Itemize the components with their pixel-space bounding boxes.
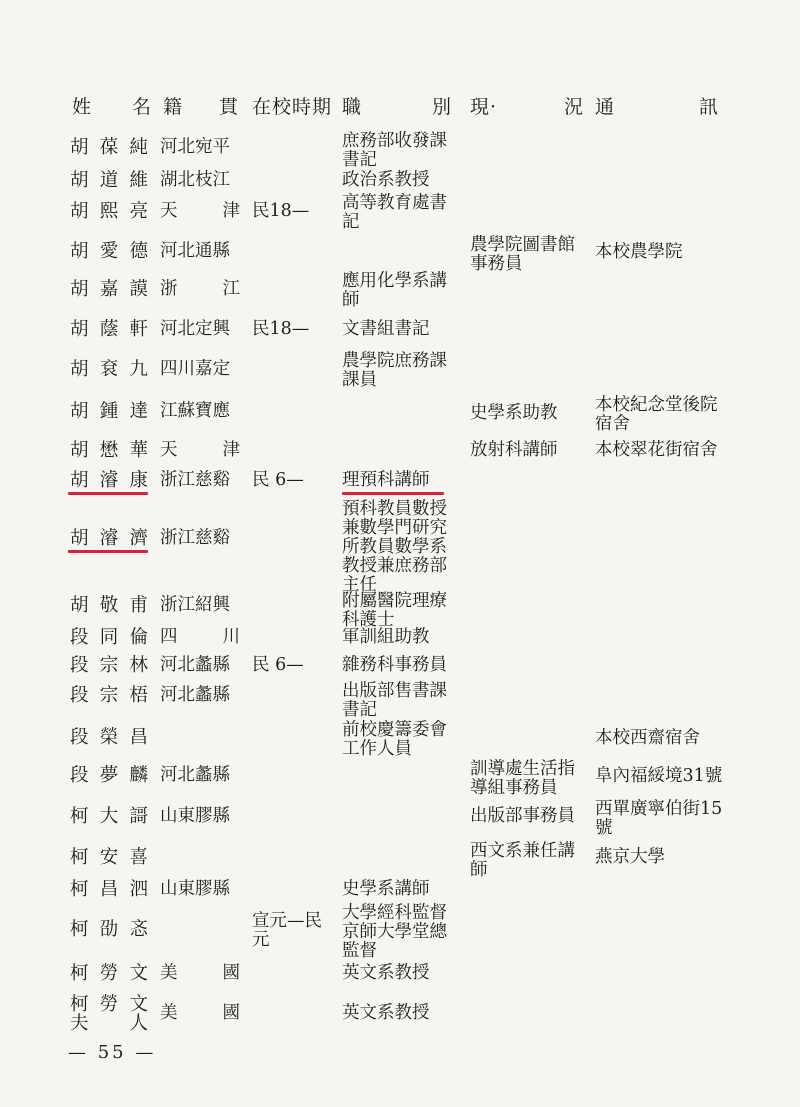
highlight-underline [342, 492, 444, 495]
header-native-2: 貫 [218, 95, 239, 118]
current-status: 出版部事務員 [470, 806, 575, 826]
header-name [72, 88, 152, 122]
native-place: 山東膠縣 [160, 879, 230, 899]
job-title: 應用化學系講 師 [342, 271, 447, 310]
header-status [470, 88, 584, 122]
native-place: 山東膠縣 [160, 806, 230, 826]
job-title: 農學院庶務課 課員 [342, 351, 447, 390]
person-name: 胡葆純 [70, 137, 150, 158]
job-title: 雜務科事務員 [342, 655, 447, 675]
contact-address: 本校翠花街宿舍 [595, 440, 718, 460]
native-place: 浙 江 [160, 279, 240, 299]
native-place: 河北定興 [160, 319, 230, 339]
job-title: 理預科講師 [342, 470, 430, 490]
native-place: 河北蠡縣 [160, 765, 230, 785]
person-name: 胡鍾達 [70, 401, 150, 422]
job-title: 英文系教授 [342, 963, 430, 983]
native-place: 浙江慈谿 [160, 470, 230, 490]
person-name: 段宗梧 [70, 685, 150, 706]
native-place: 河北宛平 [160, 137, 230, 157]
header-name-2: 名 [131, 95, 152, 118]
native-place: 美 國 [160, 963, 240, 983]
person-name: 胡嘉謨 [70, 279, 150, 300]
header-title-2: 別 [431, 95, 452, 118]
person-name: 柯勞文 夫 人 [70, 994, 150, 1034]
job-title: 庶務部收發課 書記 [342, 131, 447, 170]
native-place: 浙江紹興 [160, 595, 230, 615]
native-place: 河北通縣 [160, 241, 230, 261]
person-name: 胡熙亮 [70, 201, 150, 222]
contact-address: 本校農學院 [595, 242, 683, 262]
job-title: 史學系講師 [342, 879, 430, 899]
current-status: 訓導處生活指 導組事務員 [470, 759, 575, 798]
native-place: 河北蠡縣 [160, 655, 230, 675]
job-title: 文書組書記 [342, 319, 430, 339]
header-native [163, 88, 239, 122]
header-native-1: 籍 [163, 95, 184, 118]
person-name: 胡道維 [70, 170, 150, 191]
person-name: 胡蔭軒 [70, 319, 150, 340]
school-period: 民18— [252, 201, 310, 221]
person-name: 胡懋華 [70, 440, 150, 461]
contact-address: 本校西齋宿舍 [595, 728, 700, 748]
header-contact-1: 通 [595, 95, 616, 118]
header-name-1: 姓 [72, 95, 93, 118]
person-name: 段夢麟 [70, 765, 150, 786]
contact-address: 西單廣寧伯街15 號 [595, 799, 723, 838]
current-status: 農學院圖書館 事務員 [470, 235, 575, 274]
person-name: 胡袞九 [70, 359, 150, 380]
job-title: 預科教員數授 兼數學門研究 所教員數學系 教授兼庶務部 主任 [342, 499, 447, 595]
header-title-1: 職 [342, 95, 363, 118]
header-title [342, 88, 452, 122]
native-place: 美 國 [160, 1003, 240, 1023]
highlight-underline [68, 492, 148, 495]
job-title: 英文系教授 [342, 1003, 430, 1023]
job-title: 前校慶籌委會 工作人員 [342, 720, 447, 759]
person-name: 胡敬甫 [70, 595, 150, 616]
school-period: 民 6— [252, 470, 304, 490]
person-name: 胡濬康 [70, 470, 150, 491]
native-place: 天 津 [160, 201, 240, 221]
native-place: 天 津 [160, 440, 240, 460]
native-place: 湖北枝江 [160, 170, 230, 190]
person-name: 柯昌泗 [70, 879, 150, 900]
person-name: 柯劭忞 [70, 919, 150, 940]
person-name: 柯安喜 [70, 847, 150, 868]
school-period: 民 6— [252, 655, 304, 675]
person-name: 柯勞文 [70, 963, 150, 984]
job-title: 政治系教授 [342, 170, 430, 190]
job-title: 高等教育處書 記 [342, 193, 447, 232]
native-place: 四 川 [160, 627, 240, 647]
job-title: 大學經科監督 京師大學堂總 監督 [342, 903, 447, 961]
current-status: 史學系助教 [470, 403, 558, 423]
school-period: 宣元—民 元 [252, 911, 322, 950]
native-place: 河北蠡縣 [160, 685, 230, 705]
person-name: 段同倫 [70, 627, 150, 648]
native-place: 江蘇寶應 [160, 401, 230, 421]
header-contact-2: 訊 [698, 95, 719, 118]
job-title: 附屬醫院理療 科護士 [342, 591, 447, 630]
job-title: 軍訓組助教 [342, 627, 430, 647]
native-place: 四川嘉定 [160, 359, 230, 379]
job-title: 出版部售書課 書記 [342, 681, 447, 720]
current-status: 放射科講師 [470, 440, 558, 460]
header-period: 在校時期 [252, 95, 333, 118]
contact-address: 本校紀念堂後院 宿舍 [595, 395, 718, 434]
school-period: 民18— [252, 319, 310, 339]
person-name: 段宗林 [70, 655, 150, 676]
contact-address: 燕京大學 [595, 847, 665, 867]
highlight-underline [68, 550, 148, 553]
person-name: 胡濬濟 [70, 528, 150, 549]
person-name: 柯大謌 [70, 806, 150, 827]
person-name: 段榮昌 [70, 727, 150, 748]
header-contact [595, 88, 719, 122]
page-number: — 55 — [68, 1042, 157, 1063]
header-status-2: 況 [563, 95, 584, 118]
current-status: 西文系兼任講 師 [470, 841, 575, 880]
contact-address: 阜內福綏境31號 [595, 766, 723, 786]
native-place: 浙江慈谿 [160, 528, 230, 548]
person-name: 胡愛德 [70, 241, 150, 262]
header-status-1: 現· [470, 95, 498, 118]
